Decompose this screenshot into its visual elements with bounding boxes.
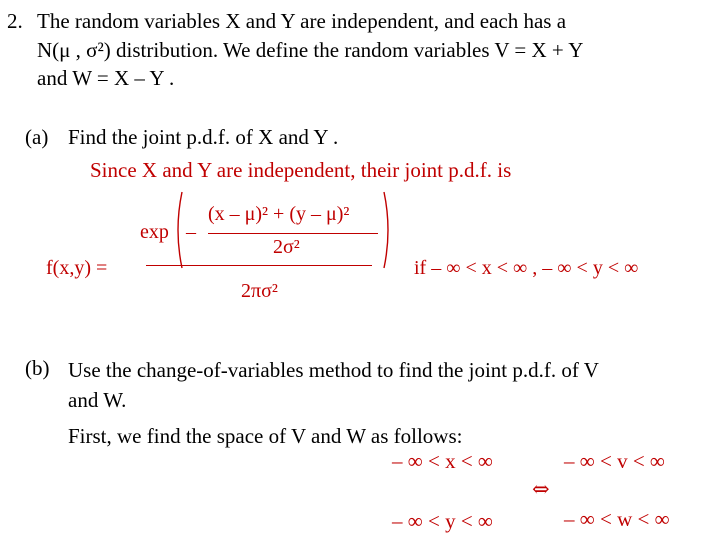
equivalence-icon: ⇔ — [532, 477, 550, 501]
left-parenthesis-icon — [172, 190, 184, 270]
part-b-prompt-line-3: First, we find the space of V and W as follows: — [68, 424, 463, 448]
v-range: – ∞ < v < ∞ — [564, 449, 665, 473]
part-a-label: (a) — [25, 125, 49, 149]
right-parenthesis-icon — [382, 190, 394, 270]
part-a-prompt: Find the joint p.d.f. of X and Y . — [68, 125, 339, 149]
problem-line-1: The random variables X and Y are independent, and each has a — [37, 9, 567, 33]
inner-numerator: (x – μ)² + (y – μ)² — [208, 203, 350, 225]
outer-denominator: 2πσ² — [241, 280, 278, 302]
outer-fraction-bar — [146, 265, 372, 266]
problem-line-3: and W = X – Y . — [37, 66, 175, 90]
problem-number: 2. — [7, 9, 23, 33]
inner-fraction-bar — [208, 233, 378, 234]
formula-lhs: f(x,y) = — [46, 257, 108, 279]
part-b-prompt-line-1: Use the change-of-variables method to find the joint p.d.f. of V — [68, 358, 599, 382]
part-b-label: (b) — [25, 356, 50, 380]
formula-condition: if – ∞ < x < ∞ , – ∞ < y < ∞ — [414, 257, 639, 279]
part-a-answer-intro: Since X and Y are independent, their joint p.d.f. is — [90, 158, 512, 182]
x-range: – ∞ < x < ∞ — [392, 449, 493, 473]
part-b-prompt-line-2: and W. — [68, 388, 127, 412]
w-range: – ∞ < w < ∞ — [564, 507, 670, 531]
formula-minus: – — [186, 221, 196, 243]
inner-denominator: 2σ² — [273, 236, 300, 258]
y-range: – ∞ < y < ∞ — [392, 509, 493, 533]
formula-exp: exp — [140, 221, 169, 243]
problem-line-2: N(μ , σ²) distribution. We define the random variables V = X + Y — [37, 38, 584, 62]
